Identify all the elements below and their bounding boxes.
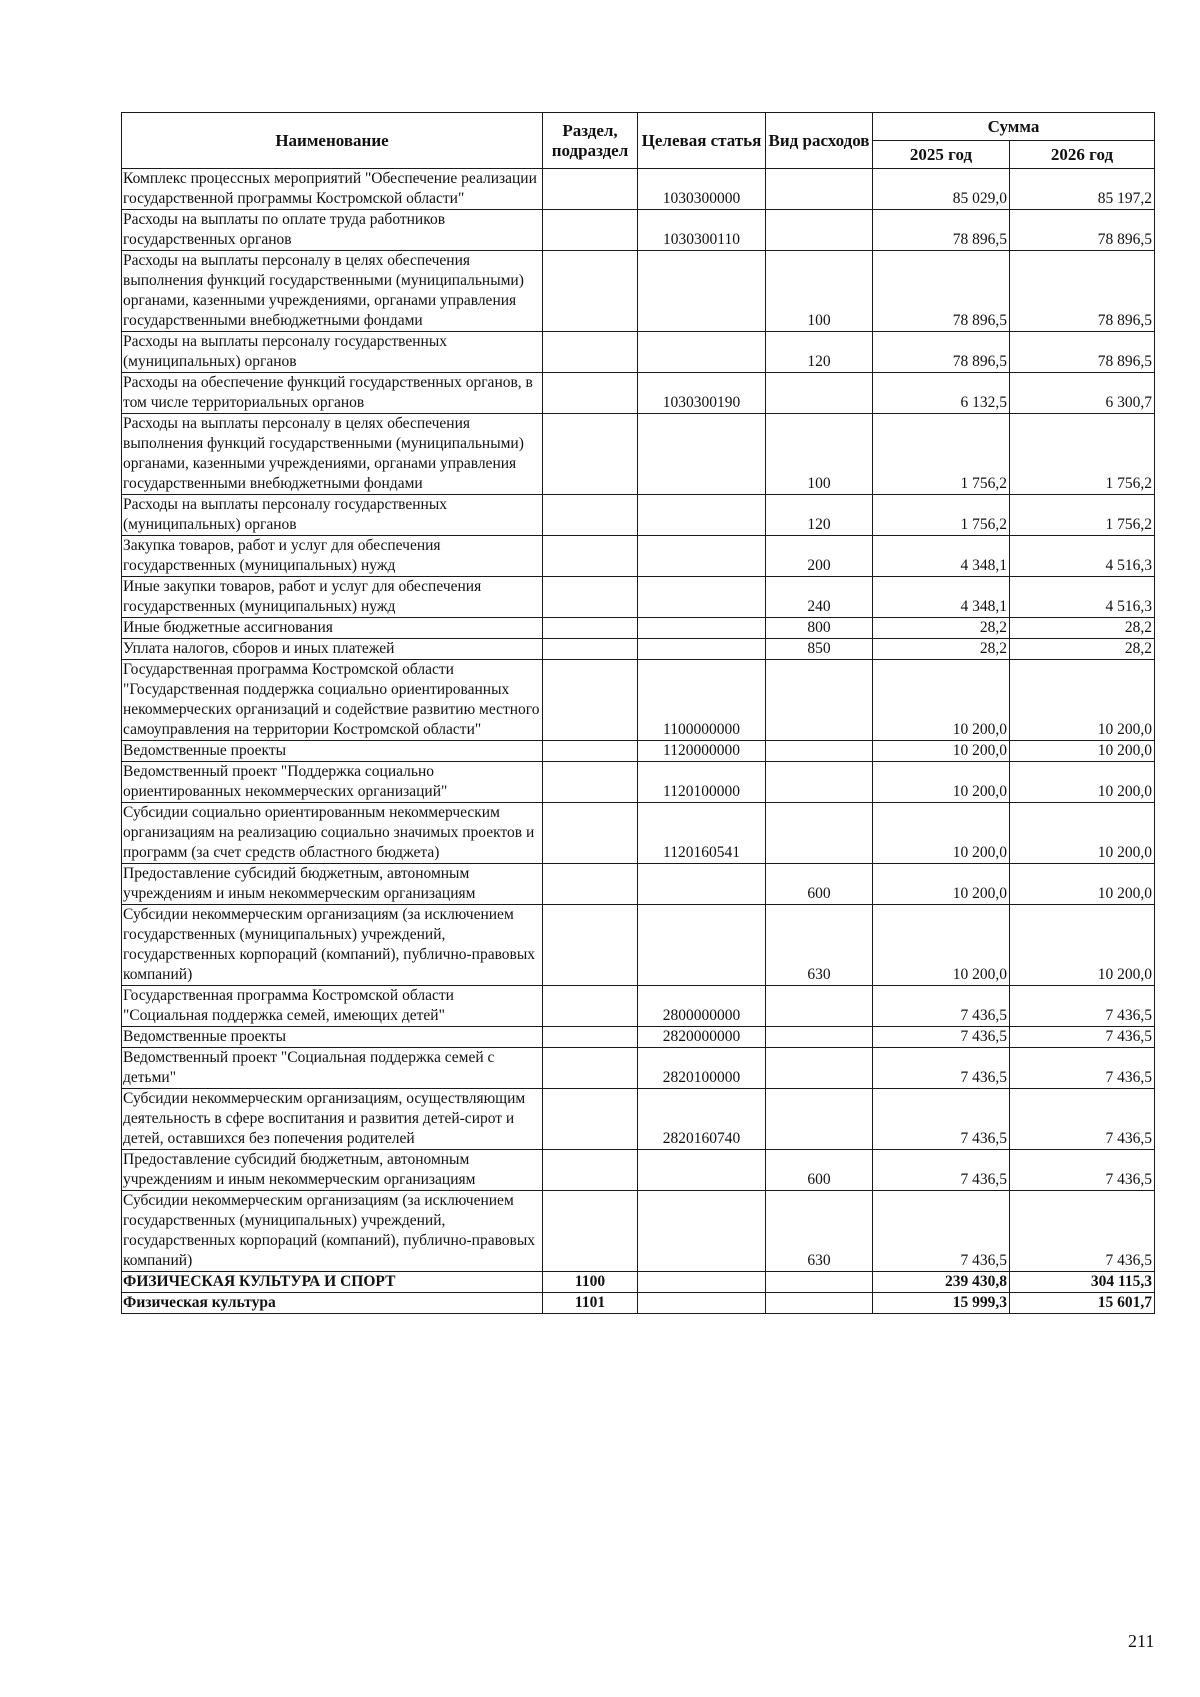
table-row	[122, 373, 1155, 414]
budget-table-container	[121, 112, 1154, 1314]
row-sum-2025: 7 436,5	[873, 1150, 1010, 1191]
table-row	[122, 577, 1155, 618]
row-sum-2025: 10 200,0	[873, 864, 1010, 905]
row-section	[543, 210, 638, 251]
row-section	[543, 169, 638, 210]
row-kind: 600	[766, 864, 873, 905]
row-kind	[766, 1089, 873, 1150]
row-sum-2025: 78 896,5	[873, 332, 1010, 373]
table-row	[122, 905, 1155, 986]
row-sum-2026: 4 516,3	[1010, 536, 1155, 577]
table-row	[122, 210, 1155, 251]
row-target: 1030300190	[638, 373, 766, 414]
row-sum-2025: 78 896,5	[873, 210, 1010, 251]
row-kind	[766, 986, 873, 1027]
row-sum-2026: 1 756,2	[1010, 495, 1155, 536]
row-sum-2026: 7 436,5	[1010, 1048, 1155, 1089]
row-sum-2025: 1 756,2	[873, 414, 1010, 495]
row-target	[638, 495, 766, 536]
row-target: 2800000000	[638, 986, 766, 1027]
row-target	[638, 332, 766, 373]
row-section	[543, 905, 638, 986]
table-header	[122, 113, 1155, 169]
row-target	[638, 251, 766, 332]
row-target	[638, 639, 766, 660]
header-sum: Сумма	[873, 113, 1155, 141]
row-name: ФИЗИЧЕСКАЯ КУЛЬТУРА И СПОРТ	[122, 1272, 543, 1293]
row-name: Предоставление субсидий бюджетным, автономным учреждениям и иным некоммерческим организациям	[122, 864, 543, 905]
header-section: Раздел, подраздел	[543, 113, 638, 169]
table-row	[122, 618, 1155, 639]
row-name: Уплата налогов, сборов и иных платежей	[122, 639, 543, 660]
row-sum-2026: 7 436,5	[1010, 1150, 1155, 1191]
row-kind: 120	[766, 495, 873, 536]
row-name: Субсидии некоммерческим организациям (за исключением государственных (муниципальных) учреждений, государственных корпораций (компаний), публично-правовых компаний)	[122, 905, 543, 986]
row-name: Расходы на выплаты персоналу государственных (муниципальных) органов	[122, 495, 543, 536]
row-target	[638, 1191, 766, 1272]
row-sum-2026: 15 601,7	[1010, 1293, 1155, 1314]
row-sum-2026: 10 200,0	[1010, 660, 1155, 741]
row-name: Расходы на выплаты персоналу в целях обеспечения выполнения функций государственными (муниципальными) органами, казенными учреждениями, органами управления государственными внебюджетными фондами	[122, 251, 543, 332]
row-sum-2025: 28,2	[873, 639, 1010, 660]
row-sum-2025: 7 436,5	[873, 1191, 1010, 1272]
row-target	[638, 1272, 766, 1293]
row-name: Расходы на обеспечение функций государственных органов, в том числе территориальных органов	[122, 373, 543, 414]
row-target	[638, 1150, 766, 1191]
row-name: Иные закупки товаров, работ и услуг для обеспечения государственных (муниципальных) нужд	[122, 577, 543, 618]
row-sum-2025: 78 896,5	[873, 251, 1010, 332]
row-target: 2820100000	[638, 1048, 766, 1089]
row-sum-2025: 10 200,0	[873, 660, 1010, 741]
row-sum-2026: 7 436,5	[1010, 1027, 1155, 1048]
row-target: 1030300110	[638, 210, 766, 251]
row-kind: 630	[766, 905, 873, 986]
table-row	[122, 536, 1155, 577]
row-target: 1120100000	[638, 762, 766, 803]
row-kind: 630	[766, 1191, 873, 1272]
row-name: Государственная программа Костромской области "Государственная поддержка социально ориентированных некоммерческих организаций и содействие развитию местного самоуправления на территории Костромской области"	[122, 660, 543, 741]
row-name: Расходы на выплаты персоналу государственных (муниципальных) органов	[122, 332, 543, 373]
row-sum-2026: 10 200,0	[1010, 905, 1155, 986]
row-kind	[766, 1272, 873, 1293]
row-name: Субсидии некоммерческим организациям, осуществляющим деятельность в сфере воспитания и развития детей-сирот и детей, оставшихся без попечения родителей	[122, 1089, 543, 1150]
row-section	[543, 1027, 638, 1048]
row-target	[638, 577, 766, 618]
table-row	[122, 1150, 1155, 1191]
row-section	[543, 251, 638, 332]
row-kind: 240	[766, 577, 873, 618]
row-kind	[766, 762, 873, 803]
row-sum-2025: 85 029,0	[873, 169, 1010, 210]
row-target: 1120160541	[638, 803, 766, 864]
row-target	[638, 864, 766, 905]
row-sum-2025: 10 200,0	[873, 741, 1010, 762]
row-sum-2026: 304 115,3	[1010, 1272, 1155, 1293]
row-sum-2025: 6 132,5	[873, 373, 1010, 414]
row-name: Комплекс процессных мероприятий "Обеспечение реализации государственной программы Костромской области"	[122, 169, 543, 210]
row-sum-2026: 7 436,5	[1010, 1089, 1155, 1150]
row-sum-2026: 10 200,0	[1010, 803, 1155, 864]
row-sum-2025: 7 436,5	[873, 986, 1010, 1027]
header-name: Наименование	[122, 113, 543, 169]
row-section	[543, 660, 638, 741]
row-name: Государственная программа Костромской области "Социальная поддержка семей, имеющих детей"	[122, 986, 543, 1027]
row-kind: 100	[766, 414, 873, 495]
row-kind: 600	[766, 1150, 873, 1191]
row-target: 1120000000	[638, 741, 766, 762]
table-row	[122, 495, 1155, 536]
header-kind: Вид расходов	[766, 113, 873, 169]
row-kind: 850	[766, 639, 873, 660]
table-row	[122, 1027, 1155, 1048]
row-sum-2025: 10 200,0	[873, 905, 1010, 986]
row-sum-2025: 4 348,1	[873, 536, 1010, 577]
row-section	[543, 741, 638, 762]
row-kind: 100	[766, 251, 873, 332]
row-sum-2026: 10 200,0	[1010, 864, 1155, 905]
row-kind	[766, 169, 873, 210]
row-section: 1100	[543, 1272, 638, 1293]
row-section	[543, 577, 638, 618]
row-name: Субсидии социально ориентированным некоммерческим организациям на реализацию социально значимых проектов и программ (за счет средств областного бюджета)	[122, 803, 543, 864]
table-row	[122, 1272, 1155, 1293]
row-kind	[766, 660, 873, 741]
table-row	[122, 1293, 1155, 1314]
table-row	[122, 741, 1155, 762]
row-kind	[766, 210, 873, 251]
row-sum-2025: 7 436,5	[873, 1089, 1010, 1150]
row-sum-2026: 4 516,3	[1010, 577, 1155, 618]
row-target	[638, 618, 766, 639]
table-row	[122, 986, 1155, 1027]
row-target: 2820000000	[638, 1027, 766, 1048]
table-row	[122, 660, 1155, 741]
row-section	[543, 986, 638, 1027]
row-sum-2026: 10 200,0	[1010, 762, 1155, 803]
row-target	[638, 414, 766, 495]
row-section	[543, 1191, 638, 1272]
row-target: 2820160740	[638, 1089, 766, 1150]
table-row	[122, 332, 1155, 373]
row-name: Расходы на выплаты персоналу в целях обеспечения выполнения функций государственными (муниципальными) органами, казенными учреждениями, органами управления государственными внебюджетными фондами	[122, 414, 543, 495]
row-section	[543, 536, 638, 577]
row-name: Расходы на выплаты по оплате труда работников государственных органов	[122, 210, 543, 251]
table-row	[122, 762, 1155, 803]
row-sum-2026: 78 896,5	[1010, 332, 1155, 373]
row-kind	[766, 1293, 873, 1314]
table-row	[122, 1048, 1155, 1089]
row-kind	[766, 803, 873, 864]
page-number: 211	[1128, 1631, 1155, 1651]
row-kind: 800	[766, 618, 873, 639]
row-name: Ведомственный проект "Поддержка социально ориентированных некоммерческих организаций"	[122, 762, 543, 803]
row-kind	[766, 741, 873, 762]
row-sum-2025: 28,2	[873, 618, 1010, 639]
row-name: Предоставление субсидий бюджетным, автономным учреждениям и иным некоммерческим организациям	[122, 1150, 543, 1191]
table-row	[122, 1191, 1155, 1272]
row-kind: 200	[766, 536, 873, 577]
row-target: 1030300000	[638, 169, 766, 210]
row-sum-2026: 1 756,2	[1010, 414, 1155, 495]
row-sum-2025: 7 436,5	[873, 1027, 1010, 1048]
row-sum-2025: 1 756,2	[873, 495, 1010, 536]
row-section	[543, 414, 638, 495]
row-name: Иные бюджетные ассигнования	[122, 618, 543, 639]
header-target: Целевая статья	[638, 113, 766, 169]
header-year-2026: 2026 год	[1010, 141, 1155, 169]
row-sum-2026: 78 896,5	[1010, 251, 1155, 332]
row-section	[543, 495, 638, 536]
row-section	[543, 803, 638, 864]
row-sum-2025: 10 200,0	[873, 803, 1010, 864]
table-row	[122, 251, 1155, 332]
row-name: Субсидии некоммерческим организациям (за исключением государственных (муниципальных) учреждений, государственных корпораций (компаний), публично-правовых компаний)	[122, 1191, 543, 1272]
table-row	[122, 803, 1155, 864]
row-section	[543, 639, 638, 660]
row-sum-2026: 85 197,2	[1010, 169, 1155, 210]
row-sum-2026: 7 436,5	[1010, 1191, 1155, 1272]
table-body	[122, 169, 1155, 1314]
row-sum-2026: 10 200,0	[1010, 741, 1155, 762]
row-name: Ведомственные проекты	[122, 741, 543, 762]
row-sum-2026: 28,2	[1010, 618, 1155, 639]
row-target	[638, 536, 766, 577]
row-target: 1100000000	[638, 660, 766, 741]
row-sum-2026: 78 896,5	[1010, 210, 1155, 251]
row-sum-2025: 239 430,8	[873, 1272, 1010, 1293]
table-row	[122, 639, 1155, 660]
row-name: Ведомственный проект "Социальная поддержка семей с детьми"	[122, 1048, 543, 1089]
row-sum-2025: 4 348,1	[873, 577, 1010, 618]
row-section	[543, 762, 638, 803]
table-row	[122, 169, 1155, 210]
row-sum-2026: 6 300,7	[1010, 373, 1155, 414]
row-sum-2026: 7 436,5	[1010, 986, 1155, 1027]
table-row	[122, 414, 1155, 495]
row-name: Ведомственные проекты	[122, 1027, 543, 1048]
table-row	[122, 1089, 1155, 1150]
row-target	[638, 1293, 766, 1314]
row-section: 1101	[543, 1293, 638, 1314]
row-section	[543, 864, 638, 905]
row-kind: 120	[766, 332, 873, 373]
row-section	[543, 1089, 638, 1150]
row-target	[638, 905, 766, 986]
row-kind	[766, 1048, 873, 1089]
row-kind	[766, 373, 873, 414]
row-name: Закупка товаров, работ и услуг для обеспечения государственных (муниципальных) нужд	[122, 536, 543, 577]
row-section	[543, 618, 638, 639]
budget-table	[121, 112, 1155, 1314]
row-sum-2025: 15 999,3	[873, 1293, 1010, 1314]
row-section	[543, 373, 638, 414]
table-row	[122, 864, 1155, 905]
row-section	[543, 1150, 638, 1191]
header-year-2025: 2025 год	[873, 141, 1010, 169]
row-sum-2025: 7 436,5	[873, 1048, 1010, 1089]
row-name: Физическая культура	[122, 1293, 543, 1314]
row-section	[543, 332, 638, 373]
row-sum-2025: 10 200,0	[873, 762, 1010, 803]
row-kind	[766, 1027, 873, 1048]
row-section	[543, 1048, 638, 1089]
row-sum-2026: 28,2	[1010, 639, 1155, 660]
